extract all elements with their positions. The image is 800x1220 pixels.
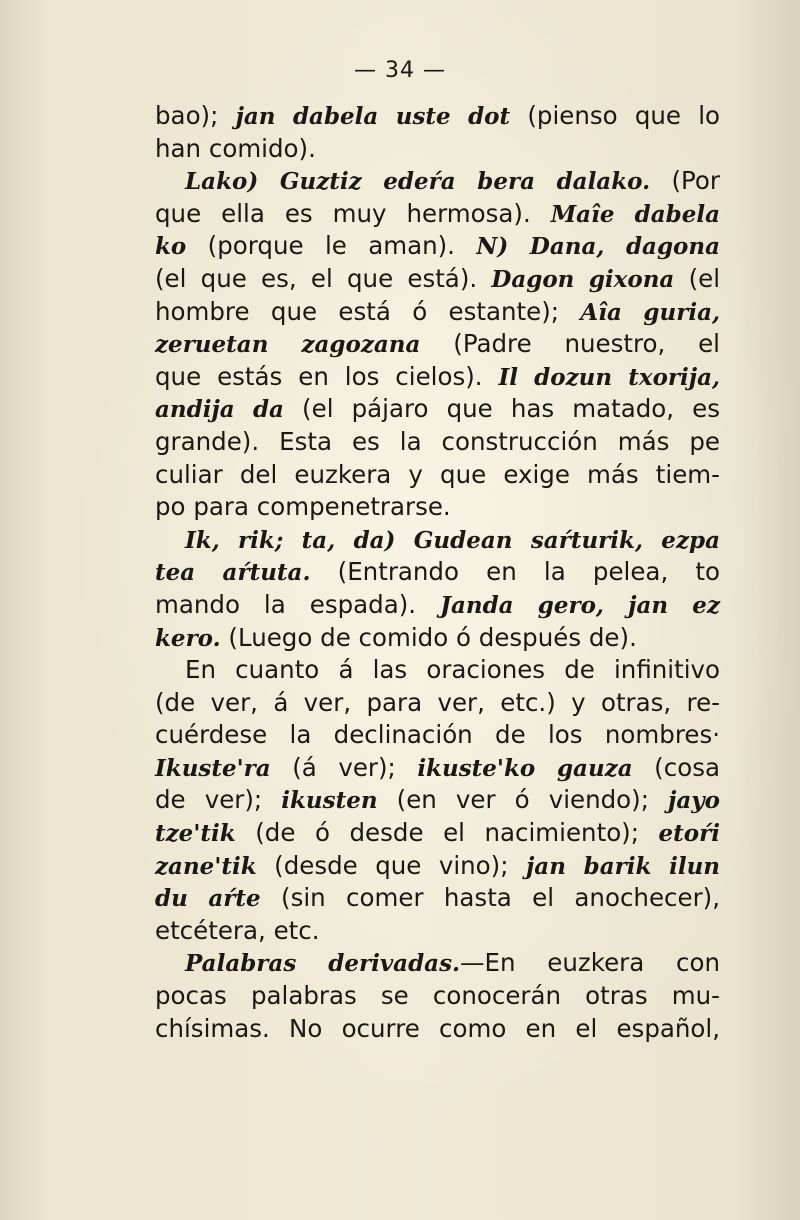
italic-term: ikuste'ko gauza (417, 754, 633, 782)
text-line (155, 263, 720, 296)
text-line (155, 524, 720, 557)
text-segment: (porque le aman). (186, 231, 477, 261)
text-segment: (á ver); (270, 752, 418, 782)
text-segment: (Padre nuestro, el (420, 329, 720, 359)
italic-term: zeruetan zagozana (155, 331, 421, 359)
italic-term: Ikuste'ra (155, 754, 271, 782)
italic-term: jan dabela uste dot (235, 103, 511, 130)
text-line (155, 230, 720, 263)
text-segment: grande). Esta es la construcción más pe (155, 426, 720, 456)
italic-term: Lako) Guztiz edeŕa bera dalako. (185, 168, 651, 196)
text-segment: En cuanto á las oraciones de infinitivo (185, 655, 720, 685)
italic-term: du aŕte (155, 885, 261, 913)
text-segment: (el pájaro que has matado, es (283, 394, 720, 424)
italic-term: tea aŕtuta. (155, 559, 311, 587)
italic-term: kero. (155, 624, 221, 652)
text-segment: (en ver ó viendo); (377, 785, 669, 815)
text-line (155, 100, 720, 133)
text-line (155, 850, 720, 883)
text-line (155, 882, 720, 915)
text-segment: (el que es, el que está). (155, 263, 492, 293)
text-line (155, 296, 720, 329)
text-segment: hombre que está ó estante); (155, 296, 581, 326)
text-segment: que ella es muy hermosa). (155, 198, 551, 228)
italic-term: Maîe dabela (550, 200, 720, 228)
text-segment: de ver); (155, 785, 282, 815)
text-segment: (el (674, 263, 721, 293)
italic-term: tze'tik (155, 820, 236, 848)
italic-term: Dagon gixona (491, 265, 675, 293)
text-line (155, 980, 720, 1013)
text-line (155, 622, 720, 655)
text-segment: pocas palabras se conocerán otras mu- (155, 981, 720, 1011)
text-segment: mando la espada). (155, 589, 441, 619)
text-segment: que estás en los cielos). (155, 361, 499, 391)
text-segment: —En euzkera con (460, 948, 720, 978)
text-line (155, 459, 720, 492)
italic-term: Palabras derivadas. (185, 950, 461, 978)
text-line (155, 752, 720, 785)
italic-term: N) Dana, dagona (476, 233, 721, 261)
text-segment: (de ó desde el nacimiento); (235, 818, 659, 848)
text-segment: bao); (155, 101, 236, 130)
italic-term: Il dozun txorija, (498, 363, 721, 391)
text-segment: culiar del euzkera y que exige más tiem- (155, 459, 720, 489)
text-line (155, 361, 720, 394)
text-line (155, 1013, 720, 1046)
text-line (155, 165, 720, 198)
text-line (155, 915, 720, 948)
italic-term: andija da (155, 396, 284, 424)
text-segment: (cosa (632, 752, 720, 782)
text-line (155, 589, 720, 622)
text-segment: (de ver, á ver, para ver, etc.) y otras, re- (155, 687, 720, 717)
text-segment: po para compenetrarse. (155, 492, 451, 522)
text-line (155, 687, 720, 720)
italic-term: ikusten (281, 787, 378, 815)
text-line (155, 328, 720, 361)
italic-term: jayo (668, 787, 720, 815)
text-line (155, 198, 720, 231)
text-line (155, 817, 720, 850)
text-line (155, 784, 720, 817)
text-line (155, 719, 720, 752)
text-line (155, 654, 720, 687)
italic-term: ko (155, 233, 187, 261)
italic-term: jan barik ilun (525, 852, 721, 880)
text-segment: (pienso que lo (510, 101, 720, 130)
italic-term: Aîa guria, (580, 298, 720, 326)
page-number: — 34 — (354, 58, 446, 83)
text-segment: chísimas. No ocurre como en el español, (155, 1013, 720, 1043)
italic-term: Ik, rik; ta, da) Gudean saŕturik, ezpa (185, 526, 720, 554)
text-line (155, 393, 720, 426)
body-text (155, 100, 720, 1045)
text-line (155, 556, 720, 589)
italic-term: zane'tik (155, 852, 257, 880)
text-segment: (Entrando en la pelea, to (310, 557, 720, 587)
text-line (155, 426, 720, 459)
text-segment: etcétera, etc. (155, 915, 320, 945)
text-line (155, 947, 720, 980)
text-segment: (Por (650, 166, 720, 196)
text-segment: (Luego de comido ó después de). (220, 622, 637, 652)
text-segment: (sin comer hasta el anochecer), (260, 883, 720, 913)
text-line (155, 133, 720, 166)
text-segment: (desde que vino); (256, 850, 526, 880)
text-line (155, 491, 720, 524)
italic-term: Janda gero, jan ez (440, 591, 721, 619)
text-segment: cuérdese la declinación de los nombres· (155, 720, 720, 750)
text-segment: han comido). (155, 133, 316, 163)
italic-term: etoŕi (658, 820, 720, 848)
